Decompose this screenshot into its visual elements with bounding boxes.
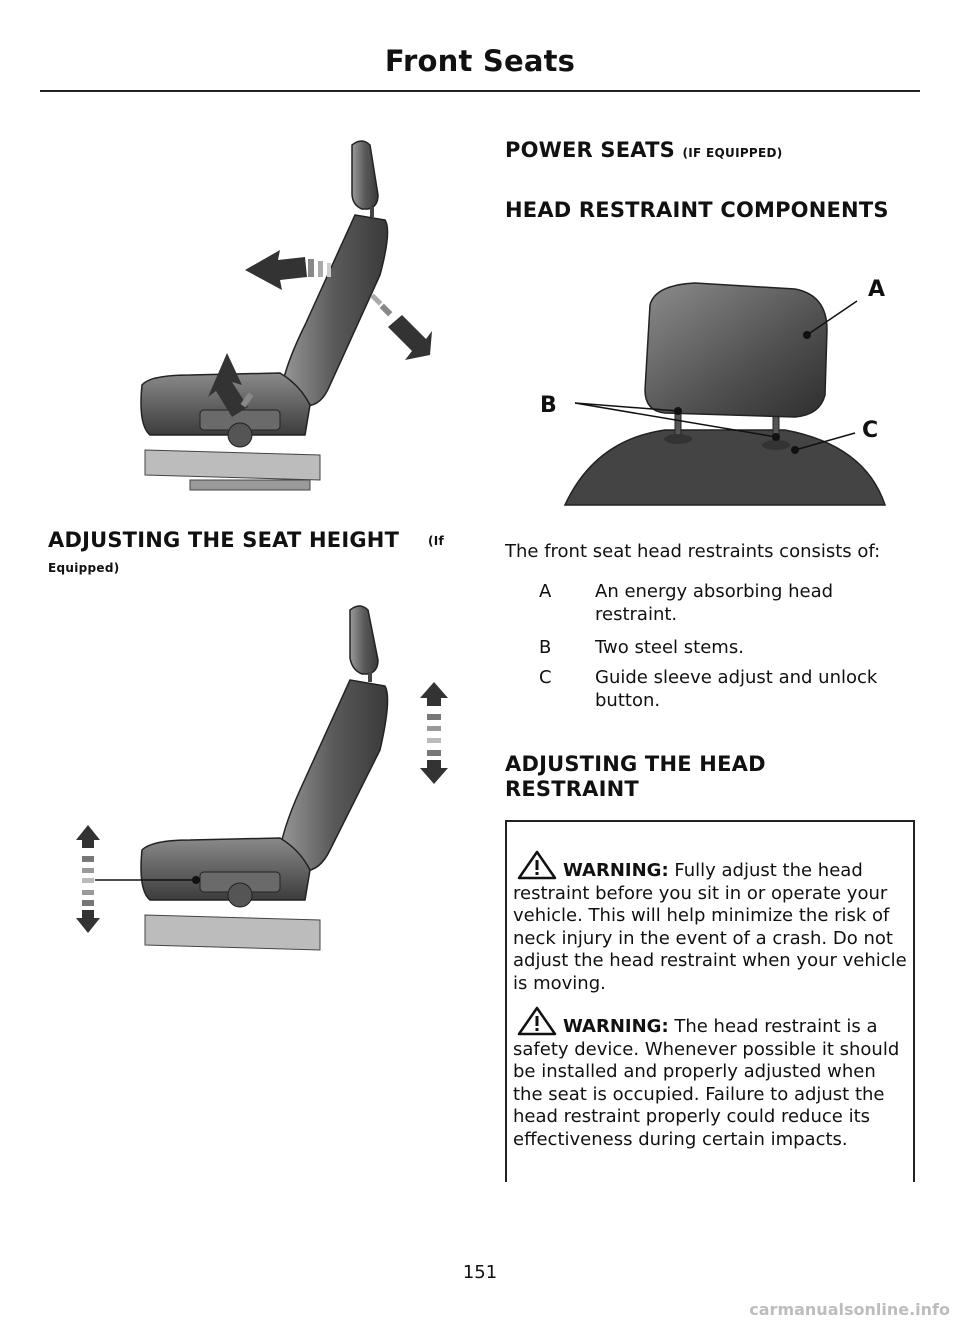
warning-text: Fully adjust the head restraint before you sit in or operate your vehicle. This will help minimize the risk of neck injury in the event of a crash. Do not adjust the head restraint when your vehicle is moving. xyxy=(513,860,907,994)
component-text: Two steel stems. xyxy=(595,637,744,658)
power-seats-suffix: (IF EQUIPPED) xyxy=(682,146,783,160)
warning-triangle-icon xyxy=(513,1006,557,1036)
warning-box xyxy=(505,820,915,1182)
seat-height-heading: ADJUSTING THE SEAT HEIGHT xyxy=(48,528,400,552)
adjust-heading-line1: ADJUSTING THE HEAD xyxy=(505,752,766,776)
seat-recline-illustration xyxy=(130,135,440,495)
component-key: A xyxy=(539,581,552,602)
components-intro: The front seat head restraints consists of: xyxy=(505,541,881,562)
component-item xyxy=(505,666,925,712)
component-text: An energy absorbing head restraint. xyxy=(595,581,834,625)
page-number: 151 xyxy=(462,1262,498,1283)
seat-height-suffix-part1: (If xyxy=(428,534,445,548)
warning-label: WARNING: xyxy=(563,1016,669,1037)
warning-paragraph xyxy=(513,1006,907,1151)
component-key: C xyxy=(539,667,552,688)
warning-triangle-icon xyxy=(513,850,557,880)
adjust-heading-line2: RESTRAINT xyxy=(505,777,639,801)
seat-height-illustration xyxy=(60,600,470,960)
component-text: Guide sleeve adjust and unlock button. xyxy=(595,667,878,711)
component-item xyxy=(505,580,925,626)
page-title: Front Seats xyxy=(384,44,576,78)
head-restraint-components-illustration xyxy=(535,265,895,510)
warning-label: WARNING: xyxy=(563,860,669,881)
adjust-head-restraint-heading xyxy=(505,752,766,802)
power-seats-heading: POWER SEATS (IF EQUIPPED) xyxy=(505,138,783,162)
component-item xyxy=(505,636,925,659)
title-divider xyxy=(40,90,920,92)
figure-label-b: B xyxy=(540,393,557,418)
seat-height-suffix-part2: Equipped) xyxy=(48,561,120,575)
warning-text: The head restraint is a safety device. Whenever possible it should be installed and properly adjusted when the seat is occupied. Failure to adjust the head restraint properly could reduce its effectiveness during certain impacts. xyxy=(513,1016,900,1150)
figure-label-a: A xyxy=(868,277,886,302)
components-heading: HEAD RESTRAINT COMPONENTS xyxy=(505,198,889,222)
watermark: carmanualsonline.info xyxy=(749,1300,950,1319)
figure-label-c: C xyxy=(862,418,879,443)
warning-paragraph xyxy=(513,850,907,995)
component-key: B xyxy=(539,637,552,658)
